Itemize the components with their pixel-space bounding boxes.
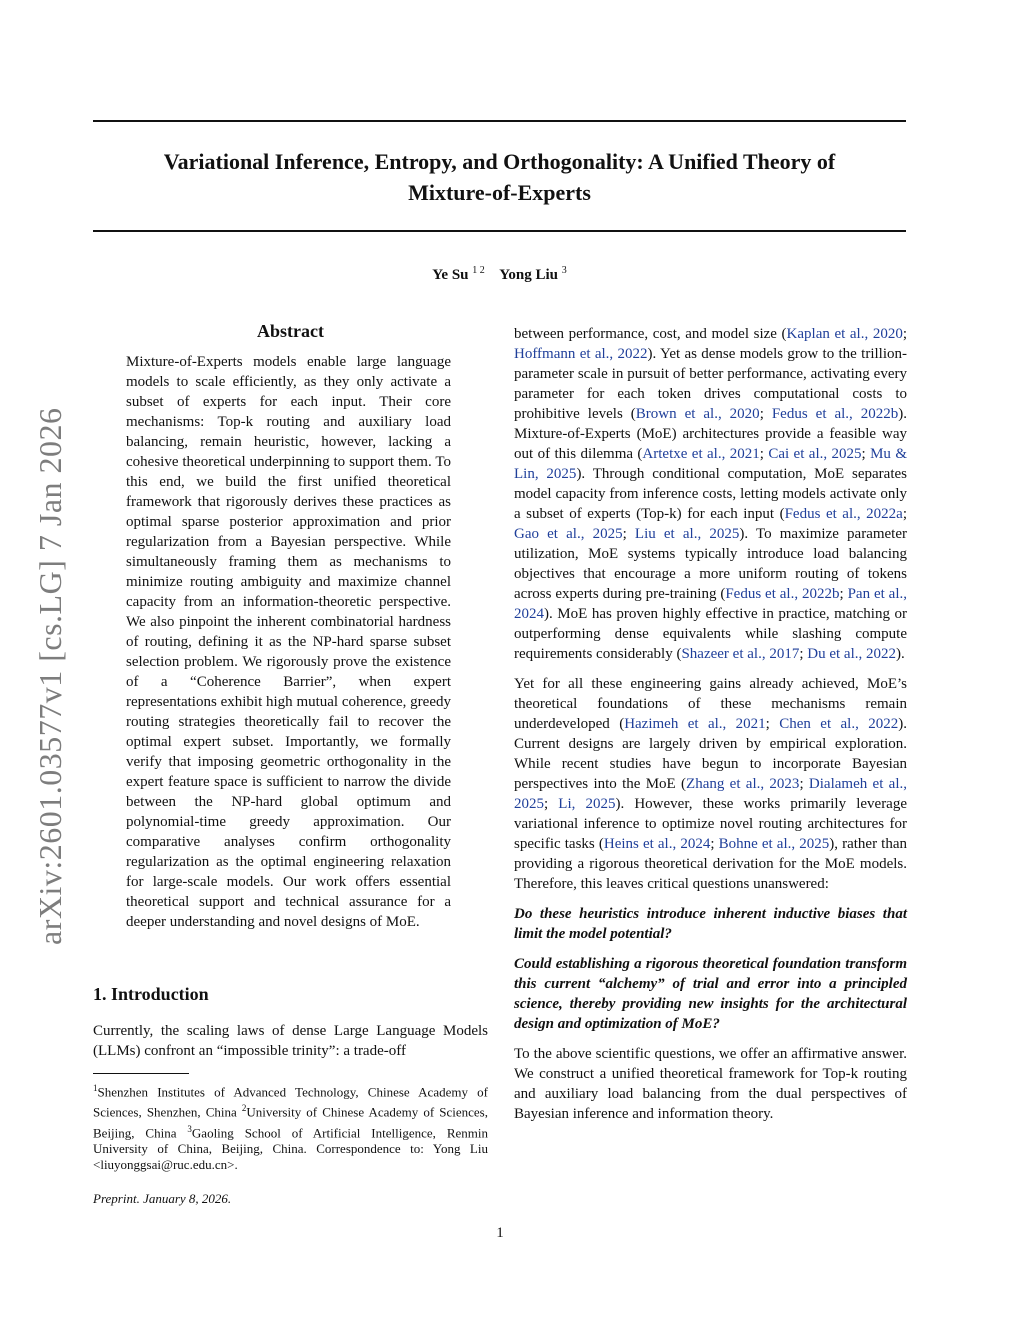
author-name: Ye Su [432,267,469,283]
affiliation-footnote [93,1080,488,1173]
title-top-rule [93,120,906,122]
abstract-text: Mixture-of-Experts models enable large language models to scale efficiently, as they only activate a subset of experts for each input. Their core mechanisms: Top-k routing and auxiliary load balancing, remain heuristic, however, lacking a cohesive theoretical underpinning to support them. To this end, we build the first unified theoretical framework that rigorously derives these practices as optimal sparse posterior approximation and prior regularization from a Bayesian perspective. While simultaneously framing them as mechanisms to minimize routing ambiguity and maximize channel capacity from an information-theoretic perspective. We also pinpoint the inherent combinatorial hardness of routing, defining it as the NP-hard sparse subset selection problem. We rigorously prove the existence of a “Coherence Barrier”, when expert representations exhibit high mutual coherence, greedy routing strategies theoretically fail to recover the optimal expert subset. Importantly, we formally verify that imposing geometric orthogonality in the expert feature space is sufficient to narrow the divide between the NP-hard global optimum and polynomial-time greedy approximation. Our comparative analyses confirm orthogonality regularization as the optimal engineering relaxation for large-scale models. Our work offers essential theoretical support and technical assurance for a deeper understanding and novel designs of MoE. [126,354,451,930]
citation-link[interactable]: Hoffmann et al., 2022 [514,346,648,362]
citation-link[interactable]: Li, 2025 [558,796,616,812]
introduction-heading: 1. Introduction [93,984,209,1004]
author-affiliation-mark: 3 [561,265,567,276]
citation-link[interactable]: Kaplan et al., 2020 [786,326,903,342]
paper-title [93,146,906,208]
title-bottom-rule [93,230,906,232]
page-number: 1 [496,1225,504,1241]
citation-link[interactable]: Artetxe et al., 2021 [642,446,760,462]
footnote-rule [93,1073,189,1074]
citation-link[interactable]: Zhang et al., 2023 [686,776,800,792]
citation-link[interactable]: Fedus et al., 2022a [784,506,903,522]
citation-link[interactable]: Liu et al., 2025 [634,526,740,542]
title-line-2: Mixture-of-Experts [408,180,591,205]
intro-paragraph-start: Currently, the scaling laws of dense Large Language Models (LLMs) confront an “impossible trinity”: a trade-off [93,1023,488,1059]
citation-link[interactable]: Pan et al., 2024 [514,586,907,622]
citation-link[interactable]: Du et al., 2022 [807,646,896,662]
footnote-mark: 3 [187,1123,192,1134]
citation-link[interactable]: Dialameh et al., 2025 [514,776,907,812]
citation-link[interactable]: Heins et al., 2024 [603,836,711,852]
intro-paragraph-3: To the above scientific questions, we offer an affirmative answer. We construct a unified theoretical framework for Top-k routing and auxiliary load balancing from the dual perspectives of Bayesian inference and information theory. [514,1046,907,1122]
footnote-mark: 1 [93,1083,98,1093]
citation-link[interactable]: Fedus et al., 2022b [771,406,899,422]
author-affiliation-mark: 1 2 [472,265,485,276]
citation-link[interactable]: Fedus et al., 2022b [725,586,840,602]
left-column [93,320,488,1209]
intro-paragraph-1: between performance, cost, and model size (Kaplan et al., 2020; Hoffmann et al., 2022). Yet as dense models grow to the trillion-parameter scale in pursuit of better performance, activating every parameter for each token drives computational costs to prohibitive levels (Brown et al., 2020; Fedus et al., 2022b). Mixture-of-Experts (MoE) architectures provide a feasible way out of this dilemma (Artetxe et al., 2021; Cai et al., 2025; Mu & Lin, 2025). Through conditional computation, MoE separates model capacity from inference costs, letting models activate only a subset of experts (Top-k) for each input (Fedus et al., 2022a; Gao et al., 2025; Liu et al., 2025). To maximize parameter utilization, MoE systems typically introduce load balancing objectives that encourage a more uniform routing of tokens across experts during pre-training (Fedus et al., 2022b; Pan et al., 2024). MoE has proven highly effective in practice, matching or outperforming dense equivalents while slashing compute requirements considerably (Shazeer et al., 2017; Du et al., 2022). [514,326,908,662]
title-line-1: Variational Inference, Entropy, and Orthogonality: A Unified Theory of [163,149,836,174]
affiliation-text: Shenzhen Institutes of Advanced Technology, Chinese Academy of Sciences, Shenzhen, China [93,1084,488,1120]
author-line [93,265,906,284]
citation-link[interactable]: Gao et al., 2025 [514,526,623,542]
affiliation-text: Gaoling School of Artificial Intelligence, Renmin University of China, Beijing, China. Correspondence to: Yong Liu <liuyonggsai@ruc.edu.cn>. [93,1124,488,1172]
research-question-1: Do these heuristics introduce inherent inductive biases that limit the model potential? [514,906,907,942]
abstract-heading: Abstract [257,321,324,341]
citation-link[interactable]: Cai et al., 2025 [768,446,862,462]
citation-link[interactable]: Shazeer et al., 2017 [681,646,800,662]
footnote-mark: 2 [241,1103,247,1114]
citation-link[interactable]: Bohne et al., 2025 [718,836,830,852]
citation-link[interactable]: Chen et al., 2022 [779,716,899,732]
right-column [514,324,907,1124]
citation-link[interactable]: Mu & Lin, 2025 [514,446,907,482]
citation-link[interactable]: Brown et al., 2020 [635,406,760,422]
intro-paragraph-2: Yet for all these engineering gains already achieved, MoE’s theoretical foundations of these mechanisms remain underdeveloped (Hazimeh et al., 2021; Chen et al., 2022). Current designs are largely driven by empirical exploration. While recent studies have begun to incorporate Bayesian perspectives into the MoE (Zhang et al., 2023; Dialameh et al., 2025; Li, 2025). However, these works primarily leverage variational inference to optimize novel routing architectures for specific tasks (Heins et al., 2024; Bohne et al., 2025), rather than providing a rigorous theoretical derivation for the MoE models. Therefore, this leaves critical questions unanswered: [514,676,908,892]
arxiv-identifier-stamp: arXiv:2601.03577v1 [cs.LG] 7 Jan 2026 [32,407,68,945]
author-name: Yong Liu [499,267,558,283]
research-question-2: Could establishing a rigorous theoretical foundation transform this current “alchemy” of trial and error into a principled science, thereby providing new insights for the architectural design and optimization of MoE? [514,956,907,1032]
affiliation-text: University of Chinese Academy of Sciences, Beijing, China [93,1104,488,1140]
citation-link[interactable]: Hazimeh et al., 2021 [624,716,766,732]
preprint-notice: Preprint. January 8, 2026. [93,1190,232,1206]
